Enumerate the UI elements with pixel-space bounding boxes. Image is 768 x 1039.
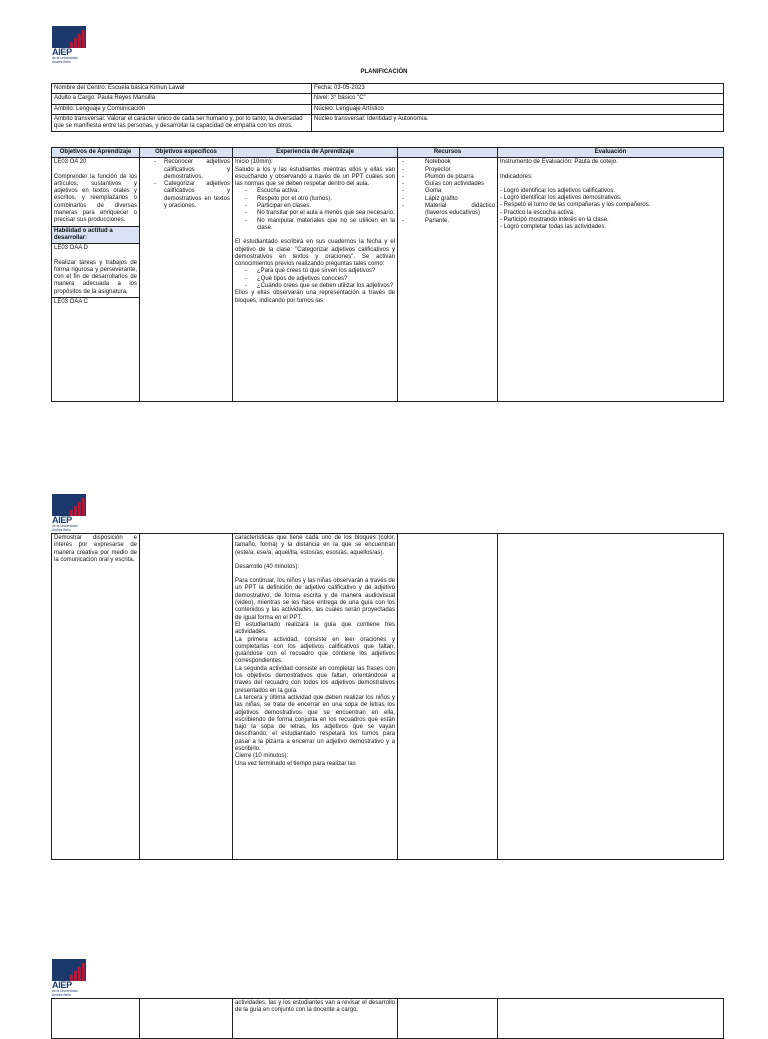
header-table [51,83,724,132]
desarrollo-label: Desarrollo (40 minutos): [235,563,300,570]
planning-table-continued [51,533,724,860]
experiencia-cell [233,534,398,860]
logo-mark-icon [52,494,86,516]
experiencia-cell: actividades, las y los estudiantes van a revisar el desarrollo de la guía en conjunto con la docente a cargo. [233,999,398,1039]
adulto-cell: Adulto a Cargo: Paula Reyes Mansilla [52,94,312,104]
norma-item: - No transitar por el aula a menos que sea necesario. [235,210,395,217]
recurso-item: - Material didáctico (llaveros educativos) [400,203,495,218]
especifico-item: - Reconocer adjetivos calificativos y demostrativos. [152,159,230,181]
preguntas-list [235,268,395,290]
content-row [52,534,724,860]
experiencia-p1: Saludo a los y las estudiantes mientras ellos y ellas van escuchando y observando a través de un PPT cuáles son las normas que se deben respetar dentro del aula. [235,166,395,188]
nivel-cell: Nivel: 3° básico "C" [312,94,724,104]
indicadores-label: Indicadores: [500,173,533,180]
recurso-item: - Goma [400,188,495,195]
logo-word: AIEP [52,47,72,57]
especificos-cell [140,158,233,402]
pregunta-item: - ¿Cuándo crees que se deben utilizar los adjetivos? [235,283,395,290]
experiencia-paragraph: características que tiene cada uno de los bloques (color, tamaño, forma) y la distancia en la que se encuentran (este/a, ese/a, aquel/lla, estos/as, esos/as, aquellos/as). [235,535,395,556]
aiep-logo [52,959,86,999]
indicador-item: - Practicó la escucha activa. [500,209,575,216]
recursos-list [400,159,495,225]
page-title: PLANIFICACIÓN [360,69,408,75]
header-row [52,84,724,94]
experiencia-cell [233,158,398,402]
oaa-code-2: LE03 OAA C [52,297,139,307]
experiencia-paragraph: El estudiantado realizará la guía que contiene tres actividades. [235,621,395,636]
experiencia-paragraph: Una vez terminado el tiempo para realizar las [235,760,356,767]
experiencia-paragraph: La segunda actividad consiste en completar las frases con los objetivos demostrativos que faltan, orientándose a través del recuadro con todos los adjetivos demostrativos presentados en la guía. [235,665,395,694]
logo-subtitle: de la Universidad Andrés Bello [52,989,78,997]
especificos-cell [140,999,233,1039]
logo-mark-icon [52,959,86,981]
pregunta-item: - ¿Qué tipos de adjetivos conoces? [235,276,395,283]
logo-subtitle: de la Universidad Andrés Bello [52,524,78,532]
column-header-row [52,148,724,158]
indicador-item: - Logró identificar los adjetivos calificativos. [500,187,616,194]
planning-table [51,147,724,402]
header-row [52,94,724,104]
centro-cell: Nombre del Centro: Escuela básica Kimun Lawal [52,84,312,94]
header-row [52,104,724,114]
indicador-item: - Logró identificar los adjetivos demostrativos. [500,195,622,202]
experiencia-paragraph: La primera actividad, consiste en leer oraciones y completarlas con los adjetivos calificativos que faltan, guiándose con el recuadro que contiene los adjetivos correspondientes. [235,636,395,665]
recurso-item: - Guías con actividades [400,181,495,188]
objetivos-cell: Demostrar disposición e interés por expresarse de manera creativa por medio de la comunicación oral y escrita. [52,534,140,860]
especificos-list [142,159,230,210]
instrumento-text: Instrumento de Evaluación: Pauta de cotejo. [500,159,618,166]
recursos-cell [398,158,498,402]
col-experiencia: Experiencia de Aprendizaje [233,148,398,158]
habilidad-label: Habilidad o actitud a desarrollar: [52,226,139,245]
objetivos-cell [52,158,140,402]
evaluacion-cell [498,534,724,860]
nucleo-cell: Núcleo: Lenguaje Artístico [312,104,724,114]
logo-subtitle: de la Universidad Andrés Bello [52,56,78,64]
especificos-cell [140,534,233,860]
normas-list [235,188,395,232]
recurso-item: - Notebook [400,159,495,166]
fecha-cell: Fecha: 03-05-2023 [312,84,724,94]
recursos-cell [398,534,498,860]
aiep-logo [52,494,86,534]
experiencia-p3: Ellos y ellas observarán una representación a través de bloques, indicando por turnos las [235,290,395,304]
evaluacion-cell [498,158,724,402]
indicador-item: - Logró completar todas las actividades. [500,224,607,231]
col-objetivos: Objetivos de Aprendizaje [52,148,140,158]
logo-mark-icon [52,26,86,48]
experiencia-p2: El estudiantado escribirá en sus cuadernos la fecha y el objetivo de la clase: "Categorizar adjetivos calificativos y demostrativos en textos y oraciones". Se activan conocimientos previos realizando preguntas tales como: [235,239,395,268]
norma-item: - Participar en clases. [235,203,395,210]
inicio-label: Inicio (10min): [235,159,273,166]
header-row [52,114,724,132]
planning-table-continued [51,998,724,1039]
col-especificos: Objetivos específicos [140,148,233,158]
aiep-logo [52,26,86,66]
oaa-text: Realizar tareas y trabajos de forma rigurosa y perseverante, con el fin de desarrollarlos de manera adecuada a los propósitos de la asignatura. [54,259,137,295]
content-row [52,999,724,1039]
evaluacion-cell [498,999,724,1039]
recurso-item: - Parlante. [400,218,495,225]
indicador-item: - Participó mostrando interés en la clase. [500,217,609,224]
oaa-code: LE03 OAA D [54,245,89,252]
experiencia-paragraph: Para continuar, los niños y las niñas observarán a través de un PPT la definición de adjetivo calificativo y de adjetivo demostrativo, de forma escrita y de manera audiovisual (video), mientras se les hace entrega de una guía con los contenidos y las actividades, las cuales serán proyectadas de igual forma en el PPT. [235,578,395,621]
pregunta-item: - ¿Para qué crees tú que sirven los adjetivos? [235,268,395,275]
oa-text: Comprender la función de los artículos, sustantivos y adjetivos en textos orales y escritos, y reemplazarlos o combinarlos de diversas maneras para enriquecer o precisar sus producciones. [54,173,137,224]
recursos-cell [398,999,498,1039]
recurso-item: - Lápiz grafito [400,196,495,203]
experiencia-paragraph: La tercera y última actividad que deben realizar los niños y las niñas, se trata de encerrar en una sopa de letras los adjetivos demostrativos que se encuentran en ella, escribiendo de forma conjunta en los recuadros que están bajo la sopa de letras, los adjetivos que se vayan descifrando; el estudiantado respetará los turnos para pasar a la pizarra a encerrar un adjetivo demostrativo y a escribirlo. [235,694,395,753]
indicador-item: - Respetó el turno de las compañeras y los compañeros. [500,202,651,209]
recurso-item: - Proyector [400,167,495,174]
recurso-item: - Plumón de pizarra [400,174,495,181]
objetivos-cell [52,999,140,1039]
col-recursos: Recursos [398,148,498,158]
norma-item: - Respeto por el otro (turnos). [235,196,395,203]
content-row [52,158,724,402]
norma-item: - No manipular materiales que no se utilicen en la clase. [235,218,395,233]
oa-code: LE03 OA 20 [54,159,87,166]
ambito-cell: Ámbito: Lenguaje y Comunicación [52,104,312,114]
norma-item: - Escucha activa. [235,188,395,195]
cierre-label: Cierre (10 minutos): [235,753,289,760]
logo-word: AIEP [52,980,72,990]
especifico-item: - Categorizar adjetivos calificativos y demostrativos en textos y oraciones. [152,181,230,210]
nucleo-transversal-cell: Núcleo transversal: Identidad y Autonomía. [312,114,724,132]
col-evaluacion: Evaluación [498,148,724,158]
ambito-transversal-cell: Ámbito transversal: Valorar el carácter único de cada ser humano y, por lo tanto, la diversidad que se manifiesta entre las personas, y desarrollar la capacidad de empatía con los otros. [52,114,312,132]
logo-word: AIEP [52,515,72,525]
